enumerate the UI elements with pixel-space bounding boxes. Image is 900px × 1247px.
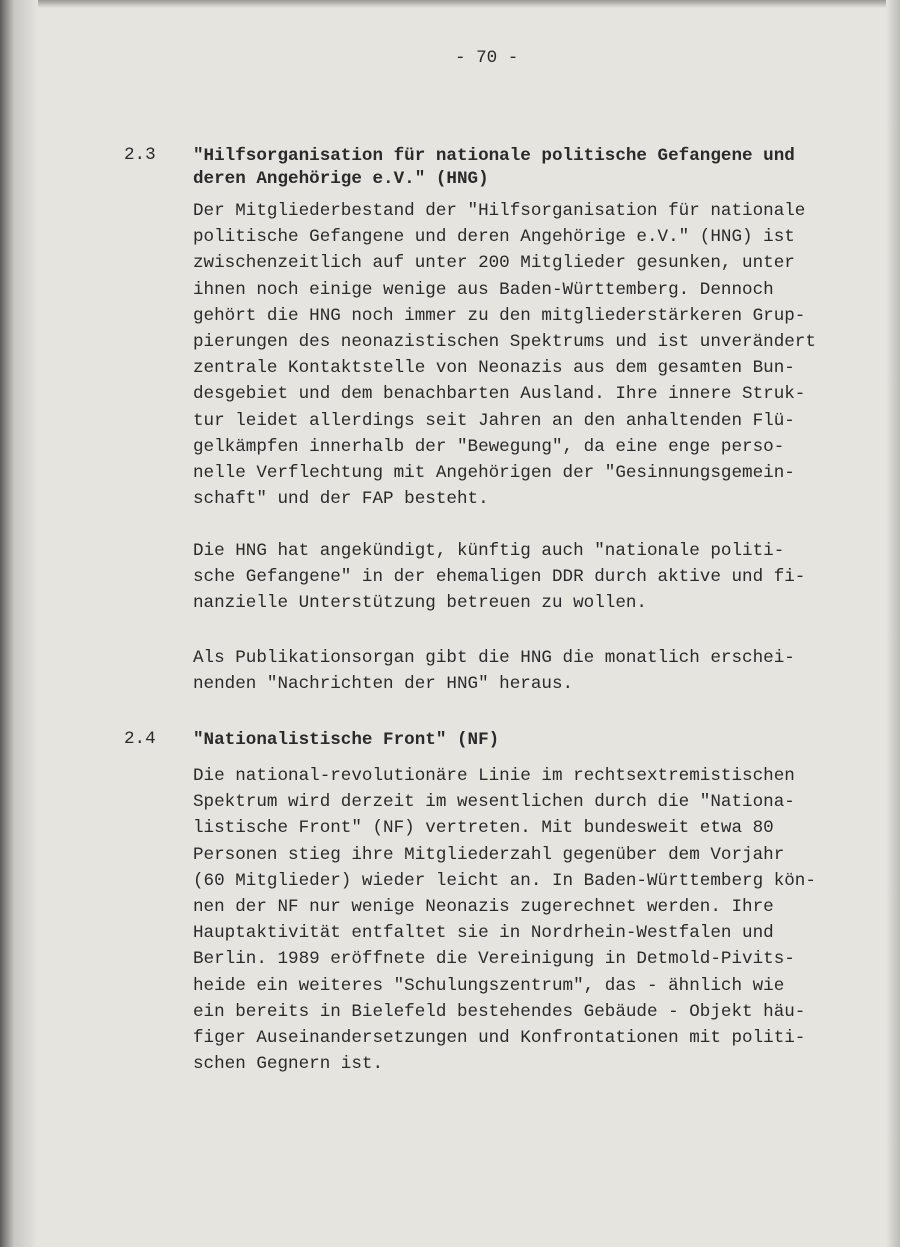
heading-line: "Nationalistische Front" (NF): [193, 730, 500, 750]
section-heading: [193, 729, 499, 752]
heading-line: "Hilfsorganisation für nationale politische Gefangene und: [193, 146, 795, 166]
text-line: gelkämpfen innerhalb der "Bewegung", da eine enge perso-: [193, 436, 785, 457]
text-line: pierungen des neonazistischen Spektrums und ist unverändert: [193, 332, 816, 353]
text-line: nen der NF nur wenige Neonazis zugerechnet werden. Ihre: [193, 897, 774, 918]
text-line: desgebiet und dem benachbarten Ausland. Ihre innere Struk-: [193, 384, 806, 405]
text-line: heide ein weiteres "Schulungszentrum", das - ähnlich wie: [193, 975, 785, 996]
text-line: nelle Verflechtung mit Angehörigen der "Gesinnungsgemein-: [193, 463, 795, 484]
text-line: (60 Mitglieder) wieder leicht an. In Baden-Württemberg kön-: [193, 870, 816, 891]
paragraph: [193, 645, 795, 697]
text-line: Die national-revolutionäre Linie im rechtsextremistischen: [193, 766, 795, 786]
section-heading: [193, 145, 795, 191]
section-number: 2.3: [124, 145, 156, 165]
text-line: figer Auseinandersetzungen und Konfrontationen mit politi-: [193, 1028, 806, 1049]
text-line: Als Publikationsorgan gibt die HNG die monatlich erschei-: [193, 648, 795, 668]
text-line: ein bereits in Bielefeld bestehendes Gebäude - Objekt häu-: [193, 1001, 806, 1022]
text-line: politische Gefangene und deren Angehörige e.V." (HNG) ist: [193, 227, 795, 248]
text-line: Hauptaktivität entfaltet sie in Nordrhein-Westfalen und: [193, 923, 774, 944]
paragraph: [193, 538, 805, 617]
scan-top-edge: [0, 0, 900, 8]
page-number: - 70 -: [455, 48, 519, 68]
text-line: listische Front" (NF) vertreten. Mit bundesweit etwa 80: [193, 818, 774, 839]
paragraph: [193, 198, 816, 512]
text-line: ihnen noch einige wenige aus Baden-Württemberg. Dennoch: [193, 279, 774, 300]
scan-left-edge: [0, 0, 38, 1247]
text-line: zentrale Kontaktstelle von Neonazis aus dem gesamten Bun-: [193, 358, 795, 379]
text-line: Personen stieg ihre Mitgliederzahl gegenüber dem Vorjahr: [193, 844, 785, 865]
text-line: schen Gegnern ist.: [193, 1054, 384, 1075]
text-line: gehört die HNG noch immer zu den mitgliederstärkeren Grup-: [193, 305, 806, 326]
text-line: tur leidet allerdings seit Jahren an den anhaltenden Flü-: [193, 410, 795, 431]
text-line: Der Mitgliederbestand der "Hilfsorganisation für nationale: [193, 201, 806, 221]
text-line: Berlin. 1989 eröffnete die Vereinigung in Detmold-Pivits-: [193, 949, 795, 970]
scan-right-edge: [886, 0, 900, 1247]
text-line: Spektrum wird derzeit im wesentlichen durch die "Nationa-: [193, 792, 795, 813]
text-line: schaft" und der FAP besteht.: [193, 489, 489, 510]
text-line: Die HNG hat angekündigt, künftig auch "nationale politi-: [193, 541, 785, 561]
heading-line: deren Angehörige e.V." (HNG): [193, 169, 489, 189]
text-line: nenden "Nachrichten der HNG" heraus.: [193, 674, 574, 695]
text-line: zwischenzeitlich auf unter 200 Mitglieder gesunken, unter: [193, 253, 795, 274]
text-line: sche Gefangene" in der ehemaligen DDR durch aktive und fi-: [193, 567, 806, 588]
text-line: nanzielle Unterstützung betreuen zu wollen.: [193, 593, 647, 614]
paragraph: [193, 763, 816, 1077]
section-number: 2.4: [124, 729, 156, 749]
